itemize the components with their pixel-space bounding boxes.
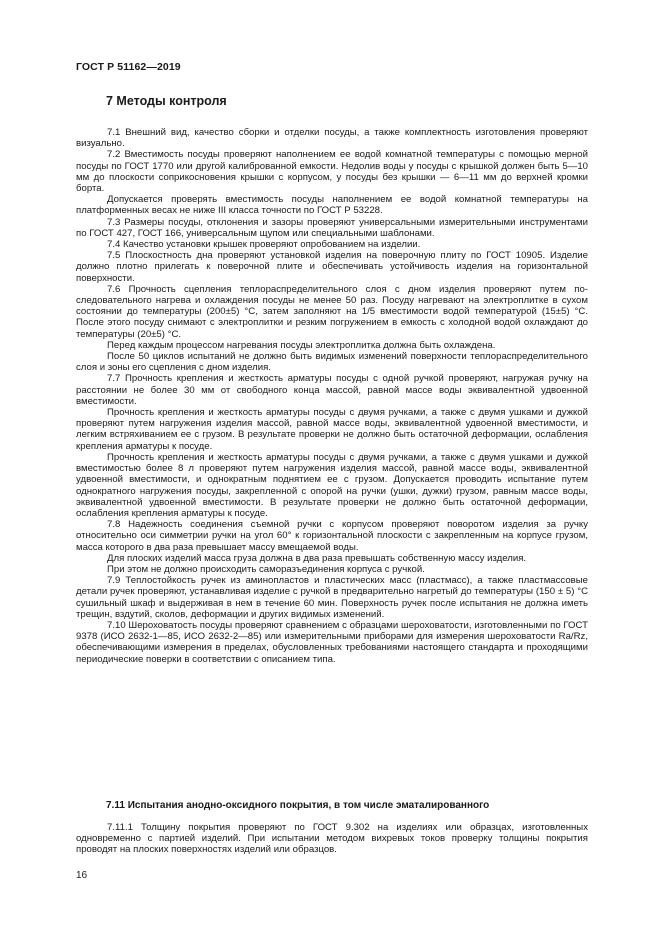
- paragraph: 7.2 Вместимость посуды проверяют наполнением ее водой комнатной температуры с помощью мерной посуды по ГОСТ 1770 или другой калиброванной емкости. Недолив воды у посуды с крышкой должен быть 5—10 мм до плоскости соприкосновения крышки с корпусом, у посуды без крышки — 6—11 мм до верхней кромки борта.: [76, 149, 588, 195]
- paragraph: 7.7 Прочность крепления и жесткость арматуры посуды с одной ручкой проверяют, нагружая ручку на расстоянии не более 30 мм от свободного конца массой, равной массе воды эквивалентной удвоенной вместимости.: [76, 373, 588, 407]
- section-body: [76, 127, 588, 665]
- paragraph: 7.8 Надежность соединения съемной ручки с корпусом проверяют поворотом изделия за ручку относительно оси симметрии ручки на угол 60° к горизонтальной плоскости с закрепленным на корпусе грузом, масса которого в два раза превышает массу вмещаемой воды.: [76, 519, 588, 553]
- subsection-title: 7.11 Испытания анодно-оксидного покрытия, в том числе эматалированного: [106, 800, 490, 811]
- paragraph: Допускается проверять вместимость посуды наполнением ее водой комнатной температуры на платформенных весах не ниже III класса точности по ГОСТ Р 53228.: [76, 194, 588, 217]
- page-number: 16: [76, 870, 88, 881]
- paragraph: Прочность крепления и жесткость арматуры посуды с двумя ручками, а также с двумя ушками и дужкой проверяют путем нагружения изделия массой, равной массе воды, эквивалентной удвоенной вместимости, и легким встряхиванием ее с грузом. В результате проверки не должно быть остаточной деформации, ослабления крепления арматуры к посуде.: [76, 407, 588, 452]
- paragraph: Прочность крепления и жесткость арматуры посуды с двумя ручками, а также с двумя ушками и дужкой вместимостью более 8 л проверяют путем нагружения изделия массой, равной массе воды, эквивалентной удвоенной вместимости, и однократным поднятием ее с грузом. Допускается проводить испытание путем однократного нагружения посуды, закрепленной с опорой на ручки (ушки, дужки) грузом, равным массе воды, эквивалентной удвоенной вместимости. В результате проверки не должно быть остаточной деформации, ослабления крепления арматуры к посуде.: [76, 451, 588, 519]
- paragraph: 7.10 Шероховатость посуды проверяют сравнением с образцами шероховатости, изготовленными по ГОСТ 9378 (ИСО 2632-1—85, ИСО 2632-2—85) или измерительными приборами для измерения шероховатости Ra/Rz, обеспечивающими измерения в пределах, обусловленных требованиями настоящего стандарта и проходящими периодические поверки в соответствии с описанием типа.: [76, 619, 588, 665]
- paragraph: 7.3 Размеры посуды, отклонения и зазоры проверяют универсальными измерительными инструментами по ГОСТ 427, ГОСТ 166, универсальным щупом или специальными шаблонами.: [76, 216, 588, 239]
- document-code: ГОСТ Р 51162—2019: [76, 61, 181, 73]
- paragraph: При этом не должно происходить саморазъединения корпуса с ручкой.: [107, 563, 425, 575]
- paragraph: Для плоских изделий масса груза должна в два раза превышать собственную массу изделия.: [107, 552, 527, 564]
- subsection-body: [76, 822, 588, 856]
- paragraph: 7.6 Прочность сцепления теплораспределительного слоя с дном изделия проверяют путем последовательного нагрева и охлаждения посуды не менее 50 раз. Посуду нагревают на электроплитке в сухом состоянии до температуры (200±5) °С, затем заполняют на 1/5 вместимости водой температурой (15±5) °С. После этого посуду снимают с электроплитки и резким погружением в емкость с холодной водой охлаждают до температуры (20±5) °С.: [76, 283, 588, 340]
- paragraph: 7.1 Внешний вид, качество сборки и отделки посуды, а также комплектность изготовления проверяют визуально.: [76, 127, 588, 150]
- paragraph: 7.11.1 Толщину покрытия проверяют по ГОСТ 9.302 на изделиях или образцах, изготовленных одновременно с партией изделий. При испытании методом вихревых токов проверку толщины покрытия проводят на плоских поверхностях изделий или образцов.: [76, 822, 588, 856]
- paragraph: 7.9 Теплостойкость ручек из аминопластов и пластических масс (пластмасс), а также пластмассовые детали ручек проверяют, устанавливая изделие с ручкой в предварительно нагретый до температуры (150 ± 5) °С сушильный шкаф и выдерживая в нем в течение 60 мин. Поверхность ручек после испытания не должна иметь трещин, вздутий, сколов, деформации и других видимых изменений.: [76, 575, 588, 620]
- paragraph: Перед каждым процессом нагревания посуды электроплитка должна быть охлаждена.: [107, 339, 496, 351]
- section-title: 7 Методы контроля: [106, 94, 227, 108]
- paragraph: 7.4 Качество установки крышек проверяют опробованием на изделии.: [107, 239, 421, 251]
- paragraph: 7.5 Плоскостность дна проверяют установкой изделия на поверочную плиту по ГОСТ 10905. Изделие должно плотно прилегать к поверочной плите и обеспечивать устойчивость изделия на горизонтальной поверхности.: [76, 250, 588, 284]
- paragraph: После 50 циклов испытаний не должно быть видимых изменений поверхности теплораспределительного слоя и зоны его сцепления с дном изделия.: [76, 351, 588, 374]
